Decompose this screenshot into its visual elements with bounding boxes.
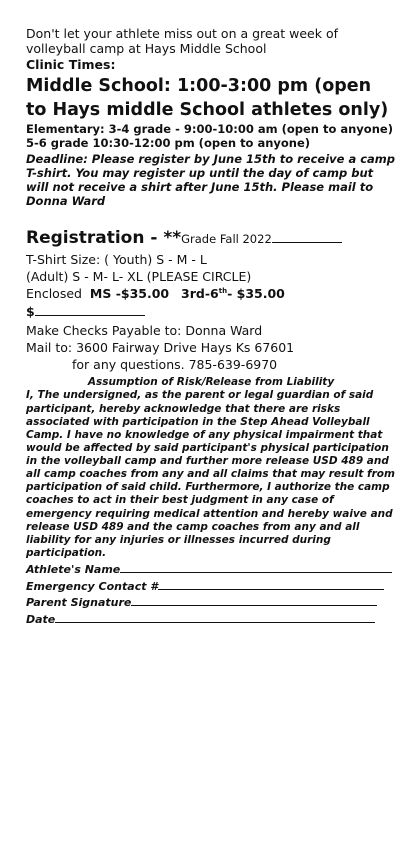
enclosed-label: Enclosed (26, 286, 82, 302)
date-blank[interactable] (55, 611, 375, 623)
date-row (26, 611, 396, 628)
intro-text: Don't let your athlete miss out on a great week of volleyball camp at Hays Middle School (26, 26, 338, 57)
dollar-sign: $ (26, 303, 35, 319)
emergency-contact-row (26, 578, 396, 595)
athlete-name-label: Athlete's Name (26, 563, 121, 577)
parent-signature-row (26, 594, 396, 611)
waiver-title: Assumption of Risk/Release from Liability (87, 375, 335, 388)
fee-elem-a: 3rd-6 (181, 286, 219, 302)
elementary-times: Elementary: 3-4 grade - 9:00-10:00 am (open to anyone) 5-6 grade 10:30-12:00 pm (open to anyone) (26, 122, 393, 151)
deadline-text: Deadline: Please register by June 15th to receive a camp T-shirt. You may register up until the day of camp but will not receive a shirt after June 15th. Please mail to Donna Ward (26, 152, 396, 209)
clinic-times-label: Clinic Times: (26, 56, 116, 72)
tshirt-youth: T-Shirt Size: ( Youth) S - M - L (26, 251, 207, 267)
mail-address: Mail to: 3600 Fairway Drive Hays Ks 67601 (26, 340, 295, 356)
grade-label: Grade Fall 2022 (181, 232, 272, 247)
emergency-contact-label: Emergency Contact # (26, 579, 158, 593)
signature-fields (26, 561, 396, 627)
fee-elem-b: - $35.00 (227, 286, 285, 302)
athlete-name-blank[interactable] (120, 561, 392, 573)
athlete-name-row (26, 561, 396, 578)
registration-heading-row (26, 228, 396, 249)
checks-payable: Make Checks Payable to: Donna Ward (26, 322, 263, 338)
emergency-contact-blank[interactable] (158, 578, 384, 590)
amount-row (26, 304, 396, 319)
parent-signature-label: Parent Signature (26, 596, 132, 610)
registration-title: Registration - ** (26, 228, 182, 249)
grade-blank[interactable] (272, 231, 342, 243)
amount-blank[interactable] (35, 304, 145, 316)
tshirt-adult: (Adult) S - M- L- XL (PLEASE CIRCLE) (26, 269, 252, 285)
parent-signature-blank[interactable] (131, 594, 377, 606)
waiver-body: I, The undersigned, as the parent or legal guardian of said participant, hereby acknowledge that there are risks associated with participation in the Step Ahead Volleyball Camp. I have no knowledge of any physical impairment that would be affected by said participant's physical participation in the volleyball camp and further more release USD 489 and all camp coaches from any and all claims that may result from participation of said child. Furthermore, I authorize the camp coaches to act in their best judgment in any case of emergency requiring medical attention and hereby waive and release USD 489 and the camp coaches from any and all liability for any injuries or illnesses incurred during participation. (26, 389, 395, 559)
enclosed-row (26, 286, 396, 301)
middle-school-time: Middle School: 1:00-3:00 pm (open to Hays middle School athletes only) (26, 75, 389, 120)
registration-flyer (26, 26, 396, 627)
fee-elem-sup: th (218, 287, 228, 296)
questions-phone: for any questions. 785-639-6970 (72, 357, 278, 373)
date-label: Date (26, 612, 56, 626)
fee-ms: MS -$35.00 (89, 286, 170, 302)
